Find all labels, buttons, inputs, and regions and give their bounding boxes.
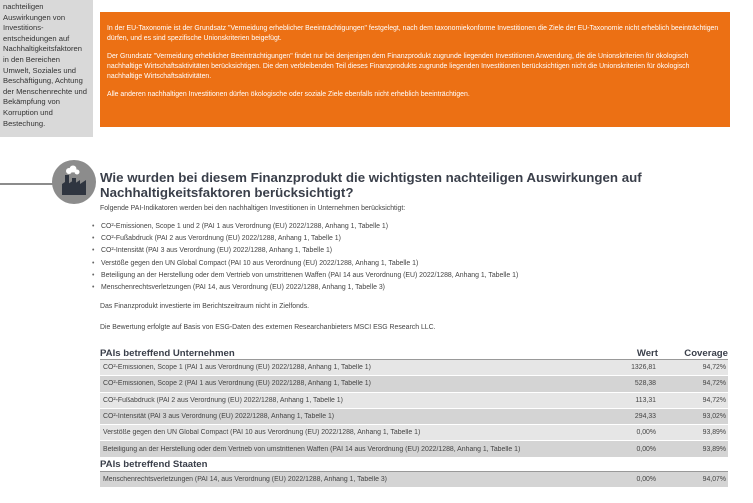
list-item: • CO²-Emissionen, Scope 1 und 2 (PAI 1 aus Verordnung (EU) 2022/1288, Anhang 1, Tabelle 1) [92,221,518,233]
notice-paragraph-3: Alle anderen nachhaltigen Investitionen dürfen ökologische oder soziale Ziele ebenfalls nicht erheblich beeinträchtigen. [107,91,470,98]
row-label: Menschenrechtsverletzungen (PAI 14, aus Verordnung (EU) 2022/1288, Anhang 1, Tabelle 3) [103,475,387,483]
row-wert: 113,31 [635,396,656,404]
factory-icon [52,160,96,204]
pai-indicator-list [92,221,518,294]
pai-table [100,347,728,488]
header-coverage: Coverage [684,348,728,359]
header-label: PAIs betreffend Unternehmen [100,348,235,359]
pai-intro-text: Folgende PAI-Indikatoren werden bei den nachhaltigen Investitionen in Unternehmen berücksichtigt: [100,205,406,212]
target-fund-note: Das Finanzprodukt investierte im Berichtszeitraum nicht in Zielfonds. [100,303,310,310]
row-wert: 0,00% [636,429,656,437]
taxonomy-notice-box [100,12,730,127]
row-coverage: 94,72% [702,380,726,388]
section-heading: Wie wurden bei diesem Finanzprodukt die wichtigsten nachteiligen Auswirkungen auf Nachhaltigkeitsfaktoren berücksichtigt? [100,170,642,200]
sidebar-line: entscheidungen auf [3,33,70,43]
sidebar-line: Umwelt, Soziales und [3,65,77,75]
row-label: CO²-Fußabdruck (PAI 2 aus Verordnung (EU) 2022/1288, Anhang 1, Tabelle 1) [103,396,343,404]
table-subheader-staaten: PAIs betreffend Staaten [100,458,728,472]
table-row [100,376,728,392]
row-label: CO²-Emissionen, Scope 2 (PAI 1 aus Verordnung (EU) 2022/1288, Anhang 1, Tabelle 1) [103,380,371,388]
header-wert: Wert [636,348,658,359]
table-row [100,425,728,441]
sidebar-line: Beschäftigung, Achtung [3,76,83,86]
list-item: • Verstöße gegen den UN Global Compact (PAI 10 aus Verordnung (EU) 2022/1288, Anhang 1, Tabelle 1) [92,258,518,270]
row-coverage: 94,07% [702,475,726,483]
data-source-note: Die Bewertung erfolgte auf Basis von ESG-Daten des externen Researchanbieters MSCI ESG Research LLC. [100,324,436,331]
row-wert: 0,00% [636,475,656,483]
list-item: • CO²-Fußabdruck (PAI 2 aus Verordnung (EU) 2022/1288, Anhang 1, Tabelle 1) [92,233,518,245]
row-coverage: 93,89% [702,429,726,437]
row-coverage: 93,89% [702,445,726,453]
row-coverage: 94,72% [702,396,726,404]
sidebar-line: der Menschenrechte und [3,86,88,96]
row-label: Verstöße gegen den UN Global Compact (PAI 10 aus Verordnung (EU) 2022/1288, Anhang 1, Tabelle 1) [103,429,421,437]
row-wert: 0,00% [636,445,656,453]
sidebar-definition-box [0,0,93,137]
row-coverage: 94,72% [702,364,726,372]
table-row [100,472,728,488]
sidebar-line: in den Bereichen [3,54,60,64]
sidebar-line: Investitions- [3,23,44,33]
table-row [100,393,728,409]
sidebar-line: Auswirkungen von [3,12,66,22]
row-label: Beteiligung an der Herstellung oder dem Vertrieb von umstrittenen Waffen (PAI 14 aus Verordnung (EU) 2022/1288, Anhang 1, Tabelle 1) [103,445,521,453]
row-label: CO²-Intensität (PAI 3 aus Verordnung (EU) 2022/1288, Anhang 1, Tabelle 1) [103,413,335,421]
sidebar-line: Bekämpfung von [3,97,60,107]
row-wert: 528,38 [634,380,656,388]
row-wert: 294,33 [634,413,656,421]
list-item: • Beteiligung an der Herstellung oder dem Vertrieb von umstrittenen Waffen (PAI 14 aus Verordnung (EU) 2022/1288, Anhang 1, Tabelle 1) [92,270,518,282]
sidebar-line: nachteiligen [3,2,44,11]
list-item: • Menschenrechtsverletzungen (PAI 14, aus Verordnung (EU) 2022/1288, Anhang 1, Tabelle 3) [92,282,518,294]
table-header [100,347,728,360]
notice-paragraph-2: Der Grundsatz "Vermeidung erheblicher Beeinträchtigungen" findet nur bei denjenigen dem Finanzprodukt zugrunde liegenden Investitionen Anwendung, die die Unionskriterien für ökologisch nachhaltige Wirtschaftsaktivitäten berücksichtigen. Die dem verbleibenden Teil dieses Finanzprodukts zugrunde liegenden Investitionen berücksichtigen nicht die Unionskriterien für ökologisch nachhaltige Wirtschaftsaktivitäten. [107,53,690,80]
table-row [100,441,728,457]
notice-paragraph-1: In der EU-Taxonomie ist der Grundsatz "Vermeidung erheblicher Beeinträchtigungen" festgelegt, nach dem taxonomiekonforme Investitionen die Ziele der EU-Taxonomie nicht erheblich beeinträchtigen dürfen, und es sind spezifische Unionskriterien beigefügt. [107,25,719,42]
sidebar-line: Bestechung. [3,118,46,128]
table-row [100,409,728,425]
section-divider-line [0,183,58,185]
sidebar-line: Nachhaltigkeitsfaktoren [3,44,82,54]
row-wert: 1326,81 [631,364,656,372]
row-coverage: 93,02% [702,413,726,421]
list-item: • CO²-Intensität (PAI 3 aus Verordnung (EU) 2022/1288, Anhang 1, Tabelle 1) [92,245,518,257]
sidebar-line: Korruption und [3,107,53,117]
table-row [100,360,728,376]
row-label: CO²-Emissionen, Scope 1 (PAI 1 aus Verordnung (EU) 2022/1288, Anhang 1, Tabelle 1) [103,364,371,372]
